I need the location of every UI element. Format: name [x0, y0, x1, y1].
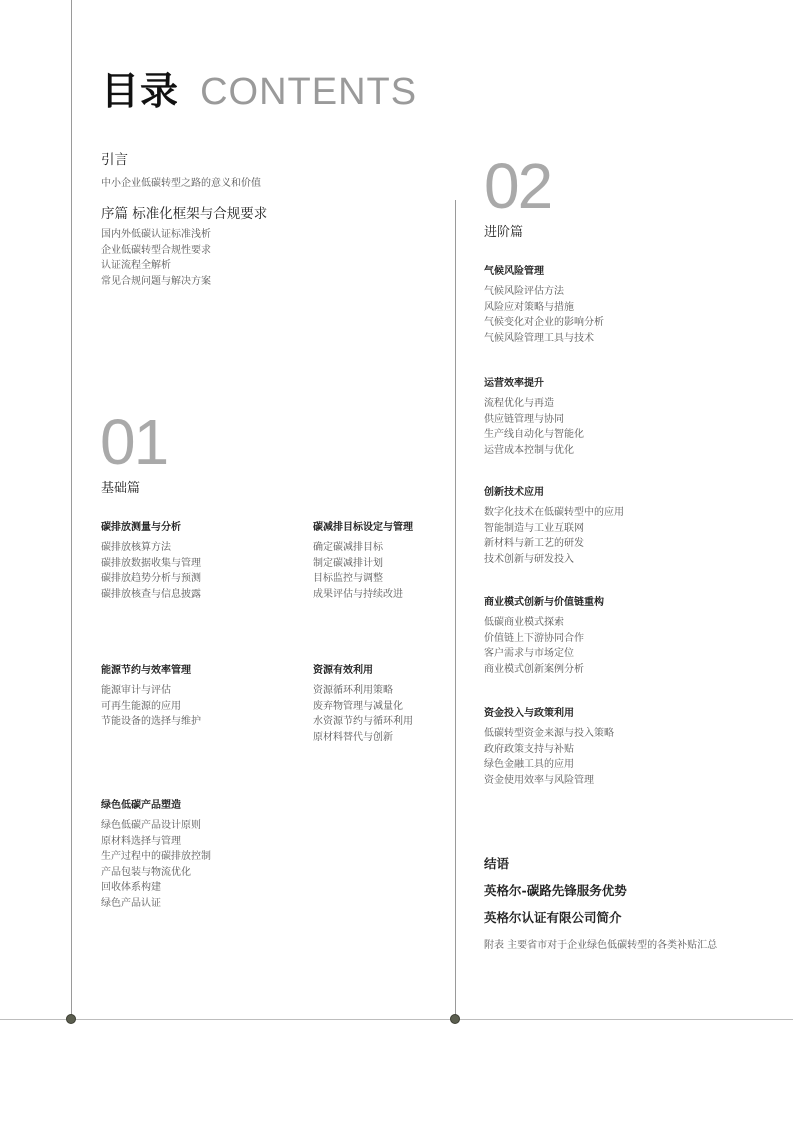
list-item: 风险应对策略与措施 [484, 301, 574, 313]
page-header [101, 60, 417, 115]
advantage-title: 英格尔-碳路先锋服务优势 [484, 883, 627, 898]
group-items [484, 396, 584, 458]
list-item: 常见合规问题与解决方案 [101, 275, 211, 287]
list-item: 客户需求与市场定位 [484, 648, 574, 659]
list-item: 绿色低碳产品设计原则 [101, 820, 201, 831]
list-item: 原材料替代与创新 [313, 731, 393, 743]
group-items [313, 540, 413, 602]
list-item: 成果评估与持续改进 [313, 588, 403, 600]
list-item: 供应链管理与协同 [484, 413, 564, 425]
list-item: 碳排放数据收集与管理 [101, 557, 201, 569]
group-items [101, 540, 201, 602]
list-item: 碳排放核算方法 [101, 542, 171, 553]
page-title-en: CONTENTS [200, 71, 418, 113]
part1-group-2 [313, 518, 413, 602]
group-items [484, 615, 604, 677]
appendix-line: 附表 主要省市对于企业绿色低碳转型的各类补贴汇总 [484, 940, 718, 951]
list-item: 能源审计与评估 [101, 685, 171, 696]
list-item: 数字化技术在低碳转型中的应用 [484, 507, 624, 518]
intro-subtitle: 中小企业低碳转型之路的意义和价值 [101, 178, 261, 189]
part2-group-2 [484, 374, 584, 458]
list-item: 国内外低碳认证标准浅析 [101, 229, 211, 240]
list-item: 回收体系构建 [101, 882, 161, 893]
part2-group-3 [484, 483, 624, 567]
part1-title: 基础篇 [101, 481, 141, 496]
preface-section [101, 202, 267, 289]
group-title: 创新技术应用 [484, 487, 544, 498]
group-title: 气候风险管理 [484, 266, 544, 277]
list-item: 碳排放核查与信息披露 [101, 588, 201, 600]
part1-group-4 [313, 661, 413, 745]
preface-title: 序篇 标准化框架与合规要求 [101, 206, 268, 222]
list-item: 气候风险管理工具与技术 [484, 332, 594, 344]
company-intro-title: 英格尔认证有限公司简介 [484, 910, 622, 925]
group-title: 运营效率提升 [484, 378, 544, 389]
part1-number: 01 [100, 406, 168, 478]
list-item: 生产线自动化与智能化 [484, 429, 584, 440]
list-item: 节能设备的选择与维护 [101, 716, 201, 727]
list-item: 原材料选择与管理 [101, 835, 181, 847]
group-title: 商业模式创新与价值链重构 [484, 597, 604, 608]
part1-group-5 [101, 796, 211, 911]
group-items [484, 284, 604, 346]
group-title: 资金投入与政策利用 [484, 708, 574, 719]
list-item: 气候变化对企业的影响分析 [484, 317, 604, 328]
group-title: 资源有效利用 [313, 665, 373, 676]
list-item: 商业模式创新案例分析 [484, 663, 584, 675]
group-title: 碳减排目标设定与管理 [313, 522, 413, 533]
list-item: 废弃物管理与减量化 [313, 700, 403, 712]
list-item: 目标监控与调整 [313, 573, 383, 584]
group-items [101, 818, 211, 911]
intro-title: 引言 [101, 152, 128, 168]
group-items [484, 505, 624, 567]
list-item: 资源循环利用策略 [313, 685, 393, 696]
list-item: 智能制造与工业互联网 [484, 522, 584, 534]
part2-group-1 [484, 262, 604, 346]
left-vertical-rule [71, 0, 72, 1020]
left-rule-dot [66, 1014, 76, 1024]
list-item: 绿色产品认证 [101, 897, 161, 909]
list-item: 生产过程中的碳排放控制 [101, 851, 211, 862]
list-item: 水资源节约与循环利用 [313, 716, 413, 727]
right-vertical-rule [455, 200, 456, 1020]
conclusion-title: 结语 [484, 856, 510, 871]
list-item: 绿色金融工具的应用 [484, 759, 574, 770]
group-items [484, 726, 614, 788]
group-title: 绿色低碳产品塑造 [101, 800, 181, 811]
list-item: 认证流程全解析 [101, 260, 171, 271]
list-item: 流程优化与再造 [484, 398, 554, 409]
part1-group-3 [101, 661, 201, 730]
part2-group-4 [484, 593, 604, 677]
list-item: 碳排放趋势分析与预测 [101, 573, 201, 584]
part2-title: 进阶篇 [484, 225, 524, 240]
part1-group-1 [101, 518, 201, 602]
group-items [313, 683, 413, 745]
page-title-cn: 目录 [101, 69, 180, 113]
right-rule-dot [450, 1014, 460, 1024]
list-item: 可再生能源的应用 [101, 700, 181, 712]
group-title: 碳排放测量与分析 [101, 522, 181, 533]
group-title: 能源节约与效率管理 [101, 665, 191, 676]
list-item: 产品包装与物流优化 [101, 866, 191, 878]
bottom-horizontal-rule [0, 1019, 793, 1020]
list-item: 确定碳减排目标 [313, 542, 383, 553]
list-item: 企业低碳转型合规性要求 [101, 244, 211, 256]
list-item: 新材料与新工艺的研发 [484, 538, 584, 549]
list-item: 政府政策支持与补贴 [484, 743, 574, 755]
list-item: 低碳商业模式探索 [484, 617, 564, 628]
list-item: 气候风险评估方法 [484, 286, 564, 297]
list-item: 技术创新与研发投入 [484, 553, 574, 565]
list-item: 运营成本控制与优化 [484, 444, 574, 456]
list-item: 制定碳减排计划 [313, 557, 383, 569]
list-item: 价值链上下游协同合作 [484, 632, 584, 644]
intro-section [101, 148, 261, 189]
part2-group-5 [484, 704, 614, 788]
group-items [101, 683, 201, 730]
list-item: 资金使用效率与风险管理 [484, 774, 594, 786]
list-item: 低碳转型资金来源与投入策略 [484, 728, 614, 739]
preface-items [101, 227, 267, 289]
part2-number: 02 [484, 150, 552, 222]
